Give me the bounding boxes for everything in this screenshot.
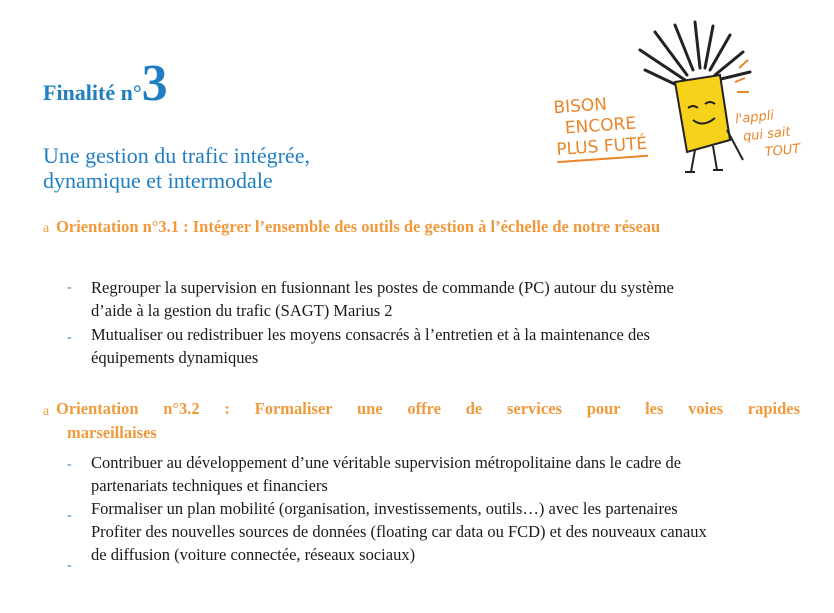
logo-line-1: BISON — [552, 94, 608, 119]
list-item-line: d’aide à la gestion du trafic (SAGT) Marius 2 — [91, 301, 393, 320]
page-title — [43, 55, 168, 112]
orientation-2-title-line-1: Orientation n°3.2 : Formaliser une offre de services pour les voies rapides — [56, 399, 800, 418]
list-item-line: équipements dynamiques — [91, 348, 259, 367]
bison-fute-logo — [545, 20, 815, 195]
list-dash: - — [67, 330, 72, 345]
orientation-1-title: Orientation n°3.1 : Intégrer l’ensemble des outils de gestion à l’échelle de notre réseau — [56, 217, 661, 236]
list-dash: - — [67, 457, 72, 472]
list-item-line: Mutualiser ou redistribuer les moyens consacrés à l’entretien et à la maintenance des — [91, 325, 650, 344]
list-dash: - — [67, 280, 72, 295]
list-item — [91, 323, 650, 369]
list-item-line: Contribuer au développement d’une véritable supervision métropolitaine dans le cadre de — [91, 453, 682, 472]
logo-text — [553, 92, 648, 163]
orientation-1-marker: a — [43, 221, 50, 236]
list-dash: - — [67, 508, 72, 523]
list-item-line: partenariats techniques et financiers — [91, 476, 328, 495]
finalite-number: 3 — [141, 55, 168, 112]
list-item — [91, 520, 707, 566]
orientation-2-title-line-2: marseillaises — [67, 423, 157, 442]
orientation-2-marker: a — [43, 404, 50, 419]
logo-tagline-2: qui sait — [742, 124, 792, 145]
list-item-line: Profiter des nouvelles sources de données (floating car data ou FCD) et des nouveaux canaux — [91, 522, 707, 541]
logo-tagline-1: l'appli — [734, 108, 775, 128]
subtitle — [43, 143, 310, 193]
list-dash: - — [67, 558, 72, 573]
list-item-line: Regrouper la supervision en fusionnant les postes de commande (PC) autour du système — [91, 278, 674, 297]
finalite-label: Finalité n° — [43, 80, 142, 105]
list-item-line: de diffusion (voiture connectée, réseaux sociaux) — [91, 545, 416, 564]
logo-tagline-3: TOUT — [764, 141, 802, 161]
list-item — [91, 497, 678, 520]
list-item-line: Formaliser un plan mobilité (organisation, investissements, outils…) avec les partenaires — [91, 499, 678, 518]
list-item — [91, 276, 674, 322]
logo-line-3: PLUS FUTÉ — [556, 134, 648, 163]
subtitle-line-1: Une gestion du trafic intégrée, — [43, 143, 310, 168]
logo-line-2: ENCORE — [564, 113, 637, 139]
subtitle-line-2: dynamique et intermodale — [43, 168, 273, 193]
list-item — [91, 451, 681, 497]
logo-tagline — [734, 105, 801, 165]
